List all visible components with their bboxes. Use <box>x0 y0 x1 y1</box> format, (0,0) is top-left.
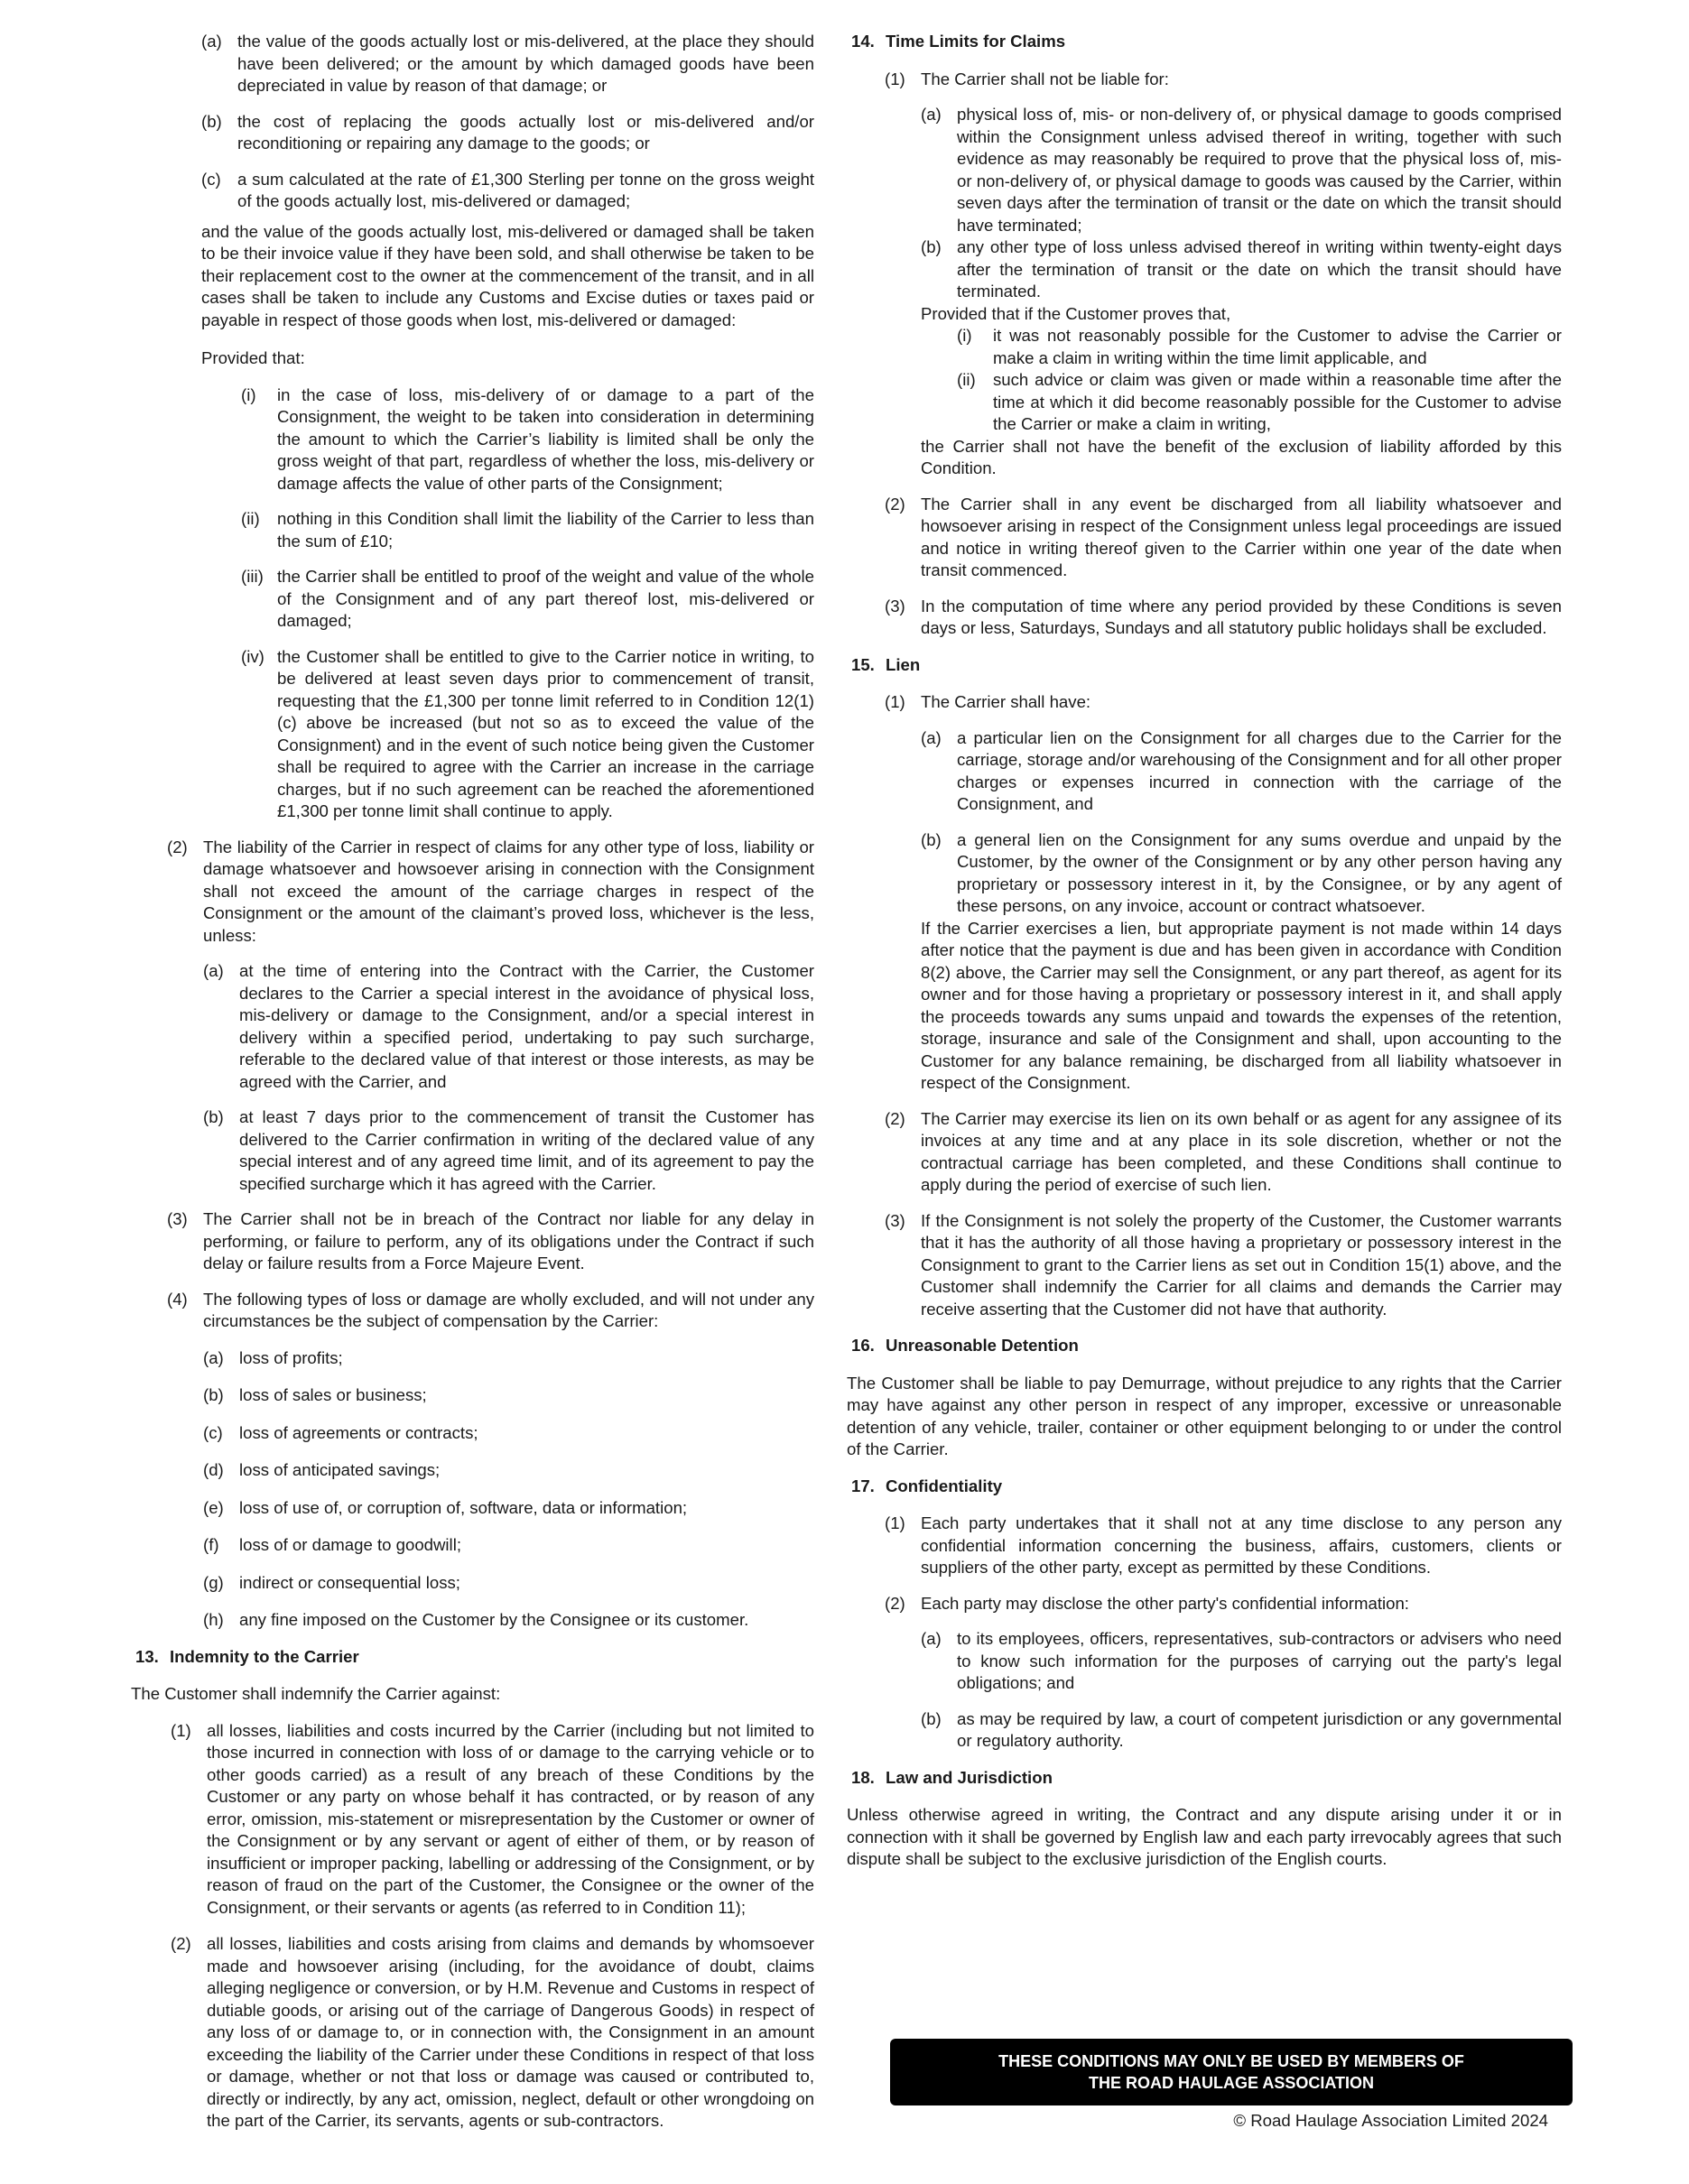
clause-14-1-b <box>921 236 1562 303</box>
clause-14-1-proviso-i <box>957 325 1562 369</box>
item-text: loss of anticipated savings; <box>239 1460 441 1479</box>
item-text: any other type of loss unless advised thereof in writing within twenty-eight days after the termination of transit or the date on which the transit should have terminated. <box>957 237 1562 301</box>
provided-that-label: Provided that: <box>201 348 305 367</box>
section-number: 14. <box>851 32 875 51</box>
item-text: loss of profits; <box>239 1347 343 1367</box>
item-text: the value of the goods actually lost or mis-delivered, at the place they should have been delivered; or the amount by which damaged goods have been depreciated in value by reason of that damage; or <box>237 32 814 95</box>
item-text: The Carrier may exercise its lien on its own behalf or as agent for any assignee of its invoices at any time and at any place in its sole discretion, whether or not the contractual carriage has been completed, and these Conditions shall continue to apply during the period of exercise of such lien. <box>921 1108 1562 1194</box>
item-text: The Carrier shall have: <box>921 692 1091 711</box>
section-number: 17. <box>851 1476 875 1495</box>
clause-12-1-b <box>201 111 814 155</box>
section-number: 13. <box>135 1646 159 1666</box>
item-label: (2) <box>885 1593 905 1613</box>
item-text: The Carrier shall not be in breach of the Contract nor liable for any delay in performing, or failure to perform, any of its obligations under the Contract if such delay or failure results from a Force Majeure Event. <box>203 1209 814 1272</box>
item-text: physical loss of, mis- or non-delivery of, or physical damage to goods comprised within the Consignment unless advised thereof in writing, together with such evidence as may reasonably be required to prove that the physical loss of, mis- or non-delivery of, or physical damage to goods was caused by the Carrier, within seven days after the termination of transit or the date on which the transit should have terminated; <box>957 105 1562 235</box>
clause-12-1-c <box>201 169 814 213</box>
section-18-heading <box>851 1767 1562 1790</box>
item-label: (2) <box>885 494 905 514</box>
item-text: any fine imposed on the Customer by the Consignee or its customer. <box>239 1610 749 1629</box>
section-number: 15. <box>851 654 875 674</box>
item-text: The Carrier shall in any event be discharged from all liability whatsoever and howsoever arising in respect of the Consignment unless legal proceedings are issued and notice in writing thereof given to the Carrier within one year of the date when transit commenced. <box>921 494 1562 579</box>
clause-12-1-proviso-i <box>241 384 814 495</box>
item-text: loss of or damage to goodwill; <box>239 1535 461 1554</box>
item-label: (c) <box>203 1422 223 1442</box>
clause-12-1-proviso-iv <box>241 646 814 823</box>
clause-15-1-a <box>921 727 1562 816</box>
clause-12-4 <box>167 1289 814 1333</box>
item-text: the cost of replacing the goods actually lost or mis-delivered and/or reconditioning or repairing any damage to the goods; or <box>237 111 814 153</box>
item-label: (a) <box>203 1347 224 1367</box>
item-label: (a) <box>201 32 222 51</box>
section-13-intro: The Customer shall indemnify the Carrier against: <box>131 1684 501 1703</box>
section-17-heading <box>851 1476 1562 1498</box>
item-label: (ii) <box>241 509 260 528</box>
right-column <box>847 31 1562 1871</box>
clause-17-2-b <box>921 1708 1562 1753</box>
clause-12-1-a <box>201 31 814 97</box>
clause-12-3 <box>167 1208 814 1275</box>
clause-15-2 <box>885 1108 1562 1197</box>
section-16-text: The Customer shall be liable to pay Demurrage, without prejudice to any rights that the Carrier may have against any other person in respect of any improper, excessive or unreasonable detention of any vehicle, trailer, container or other equipment belonging to or under the control of the Carrier. <box>847 1373 1562 1458</box>
item-label: (1) <box>885 692 905 711</box>
item-text: loss of use of, or corruption of, software, data or information; <box>239 1497 688 1517</box>
item-text: at least 7 days prior to the commencement of transit the Customer has delivered to the Carrier confirmation in writing of the declared value of any special interest and of any agreed time limit, and of its agreement to pay the specified surcharge which it has agreed with the Carrier. <box>239 1107 814 1193</box>
list-item <box>203 1609 814 1632</box>
item-text: to its employees, officers, representatives, sub-contractors or advisers who need to know such information for the purposes of carrying out the party's legal obligations; and <box>957 1629 1562 1692</box>
item-text: it was not reasonably possible for the Customer to advise the Carrier or make a claim in writing within the time limit applicable, and <box>993 326 1562 367</box>
item-label: (3) <box>167 1209 188 1228</box>
item-label: (i) <box>241 384 256 404</box>
item-label: (2) <box>171 1934 191 1953</box>
item-label: (ii) <box>957 370 976 389</box>
clause-17-2-a <box>921 1628 1562 1695</box>
proviso-close: the Carrier shall not have the benefit of the exclusion of liability afforded by this Condition. <box>921 436 1562 477</box>
clause-12-2 <box>167 837 814 948</box>
item-label: (h) <box>203 1610 224 1629</box>
section-title: Indemnity to the Carrier <box>170 1646 359 1666</box>
section-18-text: Unless otherwise agreed in writing, the Contract and any dispute arising under it or in connection with it shall be governed by English law and each party irrevocably agrees that such dispute shall be subject to the exclusive jurisdiction of the English courts. <box>847 1805 1562 1868</box>
item-text: loss of agreements or contracts; <box>239 1422 478 1442</box>
notice-line-1: THESE CONDITIONS MAY ONLY BE USED BY MEMBERS OF <box>998 2052 1464 2070</box>
item-label: (2) <box>167 837 188 856</box>
item-label: (iii) <box>241 567 264 586</box>
item-label: (a) <box>921 1629 942 1648</box>
item-label: (b) <box>201 111 222 131</box>
item-text: a general lien on the Consignment for any sums overdue and unpaid by the Customer, by the owner of the Consignment or by any other person having any proprietary or possessory interest in it, by the Consignee, or by any agent of these persons, on any invoice, account or contract whatsoever. <box>957 829 1562 915</box>
item-text: If the Consignment is not solely the property of the Customer, the Customer warrants that it has the authority of all those having a proprietary or possessory interest in the Consignment to grant to the Carrier liens as set out in Condition 15(1) above, and the Customer shall indemnify the Carrier for all claims and demands the Carrier may receive asserting that the Customer did not have that authority. <box>921 1210 1562 1319</box>
item-text: In the computation of time where any period provided by these Conditions is seven days or less, Saturdays, Sundays and all statutory public holidays shall be excluded. <box>921 596 1562 637</box>
clause-17-1 <box>885 1513 1562 1579</box>
item-label: (1) <box>885 1513 905 1532</box>
list-item <box>203 1534 814 1557</box>
item-text: The following types of loss or damage are wholly excluded, and will not under any circumstances be the subject of compensation by the Carrier: <box>203 1289 814 1330</box>
exclusions-list <box>203 1347 814 1632</box>
notice-line-2: THE ROAD HAULAGE ASSOCIATION <box>1088 2074 1374 2092</box>
clause-14-1 <box>885 69 1562 91</box>
item-label: (2) <box>885 1108 905 1128</box>
section-title: Lien <box>886 654 921 674</box>
item-label: (b) <box>203 1385 224 1404</box>
item-text: at the time of entering into the Contract with the Carrier, the Customer declares to the Carrier a special interest in the avoidance of physical loss, mis-delivery or damage to the Consignment, and/or a special interest in delivery within a specified period, undertaking to pay such surcharge, referable to the declared value of that interest or those interests, as may be agreed with the Carrier, and <box>239 961 814 1091</box>
clause-12-1-proviso-ii <box>241 508 814 552</box>
item-text: nothing in this Condition shall limit the liability of the Carrier to less than the sum of £10; <box>277 509 814 551</box>
list-item <box>203 1347 814 1370</box>
section-title: Confidentiality <box>886 1476 1003 1495</box>
item-text: all losses, liabilities and costs incurred by the Carrier (including but not limited to those incurred in connection with loss of or damage to the carrying vehicle or to other goods carried) as a result of any breach of these Conditions by the Customer or any party on whose behalf it has contracted, or by reason of any error, omission, mis-statement or misrepresentation by the Customer or owner of the Consignment or by any servant or agent of either of them, or by reason of insufficient or improper packing, labelling or addressing of the Consignment, or by reason of fraud on the part of the Customer, the Consignee or the owner of the Consignment, or their servants or agents (as referred to in Condition 11); <box>207 1720 814 1917</box>
list-item <box>203 1497 814 1520</box>
item-text: as may be required by law, a court of competent jurisdiction or any governmental or regulatory authority. <box>957 1708 1562 1750</box>
section-title: Time Limits for Claims <box>886 32 1066 51</box>
clause-13-1 <box>171 1720 814 1920</box>
section-title: Unreasonable Detention <box>886 1336 1079 1355</box>
clause-14-2 <box>885 494 1562 582</box>
item-label: (3) <box>885 1210 905 1230</box>
item-text: the Carrier shall be entitled to proof of the weight and value of the whole of the Consignment and of any part thereof lost, mis-delivered or damaged; <box>277 567 814 630</box>
clause-15-3 <box>885 1210 1562 1321</box>
item-text: the Customer shall be entitled to give to the Carrier notice in writing, to be delivered at least seven days prior to commencement of transit, requesting that the £1,300 per tonne limit referred to in Condition 12(1)(c) above be increased (but not so as to exceed the value of the Consignment) and in the event of such notice being given the Customer shall be required to agree with the Carrier an increase in the carriage charges, but if no such agreement can be reached the aforementioned £1,300 per tonne limit shall continue to apply. <box>277 646 814 820</box>
item-text: The liability of the Carrier in respect of claims for any other type of loss, liability or damage whatsoever and howsoever arising in connection with the Consignment shall not exceed the amount of the carriage charges in respect of the Consignment or the amount of the claimant’s proved loss, whichever is the less, unless: <box>203 837 814 945</box>
clause-12-2-a <box>203 960 814 1093</box>
clause-14-1-proviso-ii <box>957 369 1562 436</box>
lien-sale-paragraph: If the Carrier exercises a lien, but appropriate payment is not made within 14 days after notice that the payment is due and has been given in accordance with Condition 8(2) above, the Carrier may sell the Consignment, or any part thereof, as agent for its owner and for those having a proprietary or possessory interest in it, and shall apply the proceeds towards any sums unpaid and towards the expenses of the retention, storage, insurance and sale of the Consignment and shall, upon accounting to the Customer for any balance remaining, be discharged from all liability whatsoever in respect of the Consignment. <box>921 918 1562 1092</box>
item-label: (4) <box>167 1289 188 1309</box>
section-13-heading <box>135 1646 814 1669</box>
item-label: (a) <box>203 961 224 980</box>
item-text: in the case of loss, mis-delivery of or damage to a part of the Consignment, the weight to be taken into consideration in determining the amount to which the Carrier’s liability is limited shall be only the gross weight of that part, regardless of whether the loss, mis-delivery or damage affects the value of other parts of the Consignment; <box>277 384 814 493</box>
section-title: Law and Jurisdiction <box>886 1767 1053 1787</box>
item-text: loss of sales or business; <box>239 1385 427 1404</box>
list-item <box>203 1384 814 1407</box>
members-only-notice <box>890 2039 1573 2105</box>
copyright-notice: © Road Haulage Association Limited 2024 <box>1233 2111 1548 2130</box>
item-label: (g) <box>203 1572 224 1592</box>
item-text: indirect or consequential loss; <box>239 1572 460 1592</box>
valuation-paragraph: and the value of the goods actually lost, mis-delivered or damaged shall be taken to be their invoice value if they have been sold, and shall otherwise be taken to be their replacement cost to the owner at the commencement of the transit, and in all cases shall be taken to include any Customs and Excise duties or taxes paid or payable in respect of those goods when lost, mis-delivered or damaged: <box>201 221 814 329</box>
item-label: (b) <box>921 237 942 256</box>
item-text: all losses, liabilities and costs arising from claims and demands by whomsoever made and howsoever arising (including, for the avoidance of doubt, claims alleging negligence or conversion, or by H.M. Revenue and Customs in respect of dutiable goods, or arising out of the carriage of Dangerous Goods) in respect of any loss of or damage to, or in connection with, the Consignment in an amount exceeding the liability of the Carrier under these Conditions in respect of that loss or damage, whether or not that loss or damage was caused or contributed to, directly or indirectly, by any act, omission, neglect, default or other wrongdoing on the part of the Carrier, its servants, agents or sub-contractors. <box>207 1934 814 2130</box>
item-text: Each party undertakes that it shall not at any time disclose to any person any confidential information concerning the business, affairs, customers, clients or suppliers of the other party, except as permitted by these Conditions. <box>921 1513 1562 1577</box>
section-14-heading <box>851 31 1562 53</box>
item-label: (1) <box>171 1720 191 1740</box>
clause-14-1-a <box>921 104 1562 236</box>
section-15-heading <box>851 654 1562 677</box>
item-label: (b) <box>203 1107 224 1126</box>
item-text: The Carrier shall not be liable for: <box>921 69 1169 88</box>
section-number: 16. <box>851 1336 875 1355</box>
list-item <box>203 1459 814 1482</box>
item-label: (c) <box>201 169 221 189</box>
clause-12-2-b <box>203 1106 814 1195</box>
item-label: (a) <box>921 727 942 747</box>
item-label: (a) <box>921 105 942 124</box>
list-item <box>203 1572 814 1595</box>
item-label: (d) <box>203 1460 224 1479</box>
item-text: Each party may disclose the other party's confidential information: <box>921 1593 1409 1613</box>
item-label: (e) <box>203 1497 224 1517</box>
proviso-intro: Provided that if the Customer proves that, <box>921 303 1231 323</box>
item-label: (b) <box>921 829 942 849</box>
item-label: (b) <box>921 1708 942 1728</box>
section-number: 18. <box>851 1767 875 1787</box>
item-label: (i) <box>957 326 972 345</box>
clause-17-2 <box>885 1593 1562 1615</box>
left-column <box>131 31 814 2133</box>
clause-15-1-b <box>921 829 1562 918</box>
item-label: (1) <box>885 69 905 88</box>
item-text: such advice or claim was given or made within a reasonable time after the time at which it did become reasonably possible for the Customer to advise the Carrier or make a claim in writing, <box>993 370 1562 433</box>
item-label: (f) <box>203 1535 219 1554</box>
clause-14-3 <box>885 596 1562 640</box>
list-item <box>203 1422 814 1445</box>
clause-12-1-proviso-iii <box>241 566 814 633</box>
item-label: (iv) <box>241 646 264 666</box>
item-text: a particular lien on the Consignment for all charges due to the Carrier for the carriage, storage and/or warehousing of the Consignment and for all other proper charges or expenses incurred in connection with the carriage of the Consignment, and <box>957 727 1562 813</box>
clause-15-1 <box>885 691 1562 714</box>
item-label: (3) <box>885 596 905 615</box>
clause-13-2 <box>171 1933 814 2133</box>
item-text: a sum calculated at the rate of £1,300 Sterling per tonne on the gross weight of the goods actually lost, mis-delivered or damaged; <box>237 169 814 210</box>
section-16-heading <box>851 1335 1562 1357</box>
